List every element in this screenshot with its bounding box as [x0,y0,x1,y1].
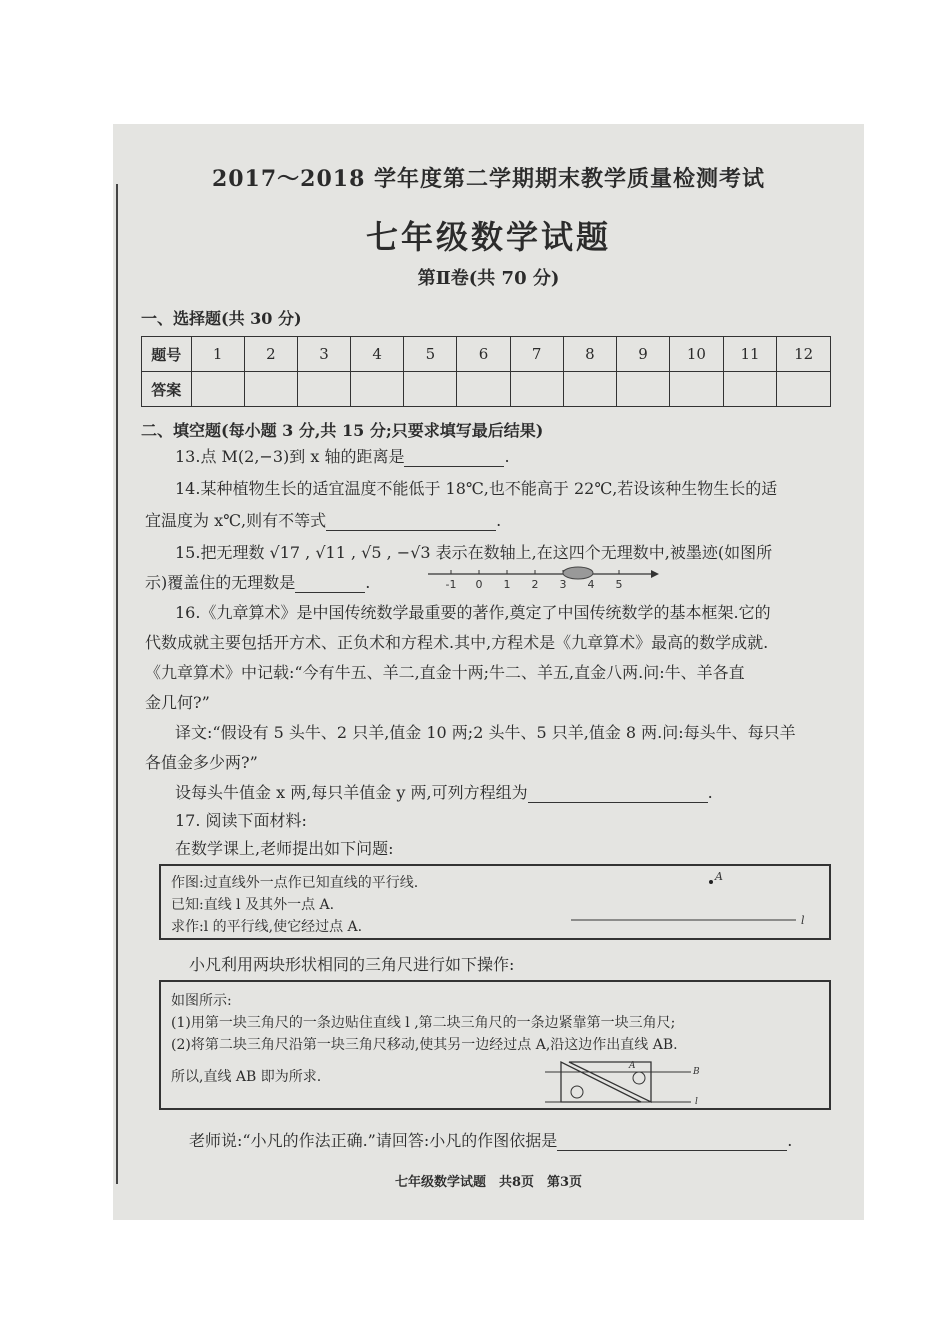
axis-tick-label: 2 [531,578,539,591]
procedure-box [159,980,831,1110]
answer-cell[interactable] [723,372,777,407]
answer-blank[interactable] [404,448,504,467]
axis-tick-label: 3 [559,578,567,591]
question-number: 7 [510,337,563,372]
point-a-label: A [715,870,723,883]
section2-heading: 二、填空题(每小题 3 分,共 15 分;只要求填写最后结果) [141,421,544,440]
line-l-label: l [801,914,805,927]
page-footer: 七年级数学试题 共8页 第3页 [394,1175,583,1190]
procedure-box-line2: (1)用第一块三角尺的一条边贴住直线 l ,第二块三角尺的一条边紧靠第一块三角尺; [171,1015,676,1031]
question-13-text: 13.点 M(2,−3)到 x 轴的距离是 [175,447,405,466]
problem-box-line1: 作图:过直线外一点作已知直线的平行线. [171,875,419,891]
question-number: 2 [244,337,297,372]
axis-tick-label: 0 [475,578,483,591]
question-17-line4: 老师说:“小凡的作法正确.”请回答:小凡的作图依据是 . [189,1131,793,1150]
question-13: 13.点 M(2,−3)到 x 轴的距离是 . [175,447,510,466]
answer-cell[interactable] [670,372,724,407]
question-number: 5 [404,337,457,372]
triangle-ruler-figure [541,1054,741,1108]
line-l-label: l [695,1097,698,1107]
axis-tick-label: 4 [587,578,595,591]
question-number: 1 [191,337,244,372]
answer-cell[interactable] [191,372,244,407]
question-number: 10 [670,337,724,372]
question-17-line3: 小凡利用两块形状相同的三角尺进行如下操作: [189,955,515,974]
question-number: 8 [563,337,616,372]
problem-box-line2: 已知:直线 l 及其外一点 A. [171,897,335,913]
question-16-line3: 《九章算术》中记载:“今有牛五、羊二,直金十两;牛二、羊五,直金八两.问:牛、羊各直 [145,663,745,682]
procedure-box-line1: 如图所示: [171,993,232,1009]
point-b-label: B [693,1067,700,1077]
question-16-line4: 金几何?” [145,693,210,712]
procedure-box-line3: (2)将第二块三角尺沿第一块三角尺移动,使其另一边经过点 A,沿这边作出直线 AB. [171,1037,678,1053]
answer-cell[interactable] [244,372,297,407]
question-number: 4 [351,337,404,372]
axis-tick-label: 1 [503,578,511,591]
question-number: 9 [616,337,669,372]
answer-cell[interactable] [563,372,616,407]
question-16-text: 设每头牛值金 x 两,每只羊值金 y 两,可列方程组为 [175,783,528,802]
answer-blank[interactable] [295,574,365,593]
answer-cell[interactable] [457,372,510,407]
question-16-line1: 16.《九章算术》是中国传统数学最重要的著作,奠定了中国传统数学的基本框架.它的 [175,603,771,622]
answer-cell[interactable] [351,372,404,407]
question-15-text: 示)覆盖住的无理数是 [145,573,296,592]
question-16-line5: 译文:“假设有 5 头牛、2 只羊,值金 10 两;2 头牛、5 只羊,值金 8 两.问:每头牛、每只羊 [175,723,796,742]
question-15-line1: 15.把无理数 √17 , √11 , √5 , −√3 表示在数轴上,在这四个无理数中,被墨迹(如图所 [175,543,773,562]
question-17-line2: 在数学课上,老师提出如下问题: [175,839,394,858]
axis-arrow-icon [651,570,659,578]
answer-cell[interactable] [777,372,831,407]
question-number: 3 [297,337,350,372]
number-label: 题号 [142,337,192,372]
ruler-hole-icon [633,1072,645,1084]
section1-heading: 一、选择题(共 30 分) [141,309,302,328]
answer-cell[interactable] [404,372,457,407]
answer-cell[interactable] [616,372,669,407]
question-14-line2: 宜温度为 x℃,则有不等式 . [145,511,502,530]
problem-box [159,864,831,940]
answer-blank[interactable] [326,512,496,531]
subject-title: 七年级数学试题 [365,218,611,256]
question-17-text: 老师说:“小凡的作法正确.”请回答:小凡的作图依据是 [189,1131,558,1150]
answer-cell[interactable] [297,372,350,407]
question-number: 6 [457,337,510,372]
binding-line [116,184,118,1184]
answer-blank[interactable] [528,784,708,803]
exam-paper [113,124,864,1220]
answer-cell[interactable] [510,372,563,407]
volume-label: 第Ⅱ卷(共 70 分) [417,268,560,289]
point-a-label: A [629,1061,636,1071]
axis-tick-label: 5 [615,578,623,591]
question-16-line2: 代数成就主要包括开方术、正负术和方程术.其中,方程术是《九章算术》最高的数学成就. [145,633,769,652]
procedure-box-line4: 所以,直线 AB 即为所求. [171,1069,322,1085]
answer-label: 答案 [142,372,192,407]
exam-title: 2017～2018 学年度第二学期期末教学质量检测考试 [211,166,766,192]
question-14-line1: 14.某种植物生长的适宜温度不能低于 18℃,也不能高于 22℃,若设该种生物生长的适 [175,479,778,498]
question-17-line1: 17. 阅读下面材料: [175,811,307,830]
answer-table-number-row [142,337,831,372]
question-16-line6: 各值金多少两?” [145,753,258,772]
axis-tick-label: -1 [445,578,457,591]
point-line-figure [561,870,821,932]
question-14-text: 宜温度为 x℃,则有不等式 [145,511,327,530]
question-16-line7: 设每头牛值金 x 两,每只羊值金 y 两,可列方程组为 . [175,783,713,802]
answer-table-answer-row [142,372,831,407]
problem-box-line3: 求作:l 的平行线,使它经过点 A. [171,919,363,935]
question-number: 11 [723,337,777,372]
ruler-hole-icon [571,1086,583,1098]
point-a-icon [709,880,713,884]
question-number: 12 [777,337,831,372]
question-15-line2: 示)覆盖住的无理数是 . [145,573,371,592]
answer-table [141,336,831,407]
answer-blank[interactable] [557,1132,787,1151]
number-line-figure [423,564,663,594]
